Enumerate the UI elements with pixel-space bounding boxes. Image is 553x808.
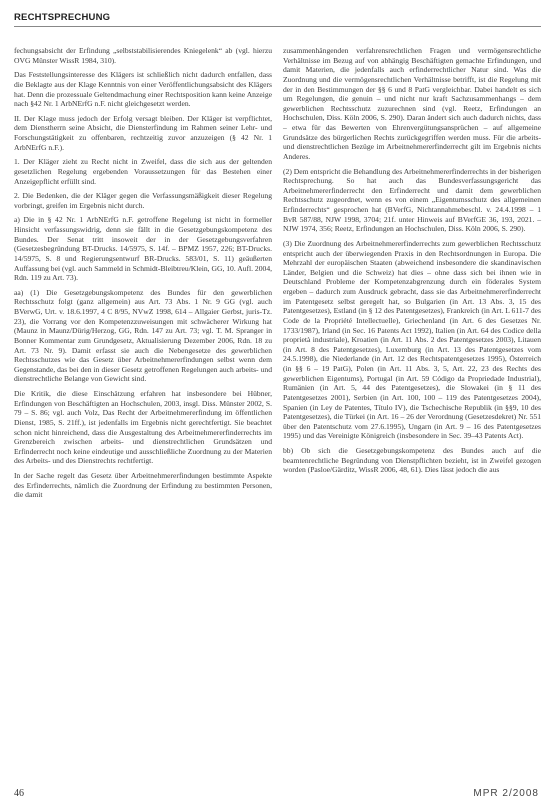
paragraph: (3) Die Zuordnung des Arbeitnehmererfinderrechts zum gewerblichen Rechtsschutz entspricht auch der überwiegenden Praxis in den Rechtsordnungen in Europa. Die Mehrzahl der europäischen Staaten (abweichend insbesondere die skandinavischen Länder, Belgien und die Schweiz) hat dies – ohne dass sich bei ihnen wie in Deutschland Probleme der Kompetenzabgrenzung durch ein föderales System ergeben – dadurch zum Ausdruck gebracht, dass sie das Arbeitnehmererfinderrecht im Patentgesetz selbst geregelt hat, so Bulgarien (in Art. 13 Abs. 3, 15 des Patentgesetzes), Estland (in § 12 des Patentgesetzes), Frankreich (in Art. L 611-7 des Code de la Propriété Intellectuelle), Griechenland (in Art. 6 des Gesetzes Nr. 1733/1987), Irland (in Sec. 16 Patents Act 1992), Italien (in Art. 64 des Codice della proprietà industriale), Kroatien (in Art. 11 Abs. 2 des Patentgesetzes 2003), Litauen (in Art. 8 des Patentgesetzes), Luxemburg (in Art. 13 des Patentgesetzes vom 24.5.1998), die Niederlande (in Art. 12 des Rechtspatentgesetzes 1995), Österreich (in §§ 6 – 19 PatG), Polen (in Art. 11 Abs. 3, 5, Art. 22, 23 des Rechts des gewerblichen Eigentums), Portugal (in Art. 59 Código da Propriedade Industrial), Rumänien (in Art. 5, 44 des Patentgesetzes), die Slowakei (in § 11 des Patentgesetzes 2001), Serbien (in Art. 100, 100 – 119 des Patentgesetzes 2004), Spanien (in Ley de Patentes, Título IV), die Tschechische Republik (in §§9, 10 des Patentgesetzes), die Türkei (in Art. 16 – 26 der Verordnung (Gesetzesdekret) Nr. 551 über den Patentschutz vom 27.6.1995), Ungarn (in Art. 9 – 16 des Patentgesetzes 1995) und das Vereinigte Königreich (insbesondere in Sec. 39–43 Patents Act).: [283, 238, 541, 441]
left-column: [14, 46, 272, 505]
paragraph: Das Feststellungsinteresse des Klägers ist schließlich nicht dadurch entfallen, dass die Beklagte aus der Klage Kenntnis von einer Veröffentlichungsabsicht des Klägers hat. Denn die prozessuale Geltendmachung einer Rechtsposition kann keine Anzeige nach §42 Nr. 1 ArbNErfG n.F. nicht gleichgesetzt werden.: [14, 70, 272, 109]
page-number: 46: [14, 788, 24, 799]
paragraph: a) Die in § 42 Nr. 1 ArbNErfG n.F. getroffene Regelung ist nicht in formeller Hinsicht verfassungswidrig, denn sie fällt in die Gesetzgebungskompetenz des Bundes. Der Senat tritt insoweit der in der Gesetzgebungsverfahren (Gesetzesbegründung BT-Drucks. 14/5975, S. 14f. – BPMZ 1957, 226; BT-Drucks. 14/5975, S. 8 und Regierungsentwurf BR-Drucks. 583/01, S. 11) geäußerten Auffassung bei (vgl. auch Sammeld in Schmidt-Bleibtreu/Klein, GG, 10. Aufl. 2004, Rdn. 119 zu Art. 73).: [14, 215, 273, 283]
paragraph: fechungsabsicht der Erfindung „selbststabilisierendes Kniegelenk“ ab (vgl. hierzu OVG Münster WissR 1984, 310).: [14, 46, 272, 65]
journal-citation: MPR 2/2008: [473, 788, 539, 799]
paragraph: Die Kritik, die diese Einschätzung erfahren hat insbesondere bei Hübner, Erfindungen von Beschäftigten an Hochschulen, 2003, insgl. Diss. Münster 2002, S. 79 – S. 86; vgl. auch Volz, Das Recht der Arbeitnehmererfindung im öffentlichen Dienst, 1985, S. 21ff.), ist jedenfalls im Ergebnis nicht gerechtfertigt. Sie beachtet schon nicht hinreichend, dass die Ausgestaltung des Arbeitnehmererfinderrechts im Grenzbereich zwischen arbeits- und dienstrechtlichen Grundsätzen und Erfinderrecht noch keine eindeutige und ausschließliche Zuordnung zu der Materien des Arbeits- und des Dienstrechts rechtfertigt.: [14, 389, 272, 466]
right-column: [283, 46, 541, 480]
paragraph: aa) (1) Die Gesetzgebungskompetenz des Bundes für den gewerblichen Rechtsschutz folgt (ganz allgemein) aus Art. 73 Abs. 1 Nr. 9 GG (vgl. auch BVerwG, Urt. v. 18.6.1997, 4 C 8/95, NVwZ 1998, 614 – Allgaier Gerbst, juris-Tz. 23), die Vorrang vor den Kompetenzzuweisungen mit schwächerer Wirkung hat (Maunz in Maunz/Dürig/Herzog, GG, Rdn. 147 zu Art. 73; vgl. T. M. Spranger in Bonner Kommentar zum Grundgesetz, Aktualisierung Dezember 2006, Rdn. 18 zu Art. 73 Nr. 9). Damit erfasst sie auch die Nebengesetze des gewerblichen Rechtsschutzes wie das Gesetz über Arbeitnehmererfindungen selbst wenn dem Gegenstande, das bei den in dieser Gesetz getroffenen Regelungen auch arbeits- und dienstrechtliche Belange von Gewicht sind.: [14, 287, 272, 384]
paragraph: (2) Dem entspricht die Behandlung des Arbeitnehmererfinderrechts in der bisherigen Rechtsprechung. So hat auch das Bundesverfassungsgericht das Arbeitnehmererfinderrecht den Erfinderrecht und damit dem gewerblichen Rechtsschutz zugeordnet, wenn es von einem „Eigentumsschutz des allgemeinen Erfinderrechts“ gesprochen hat (BVerfG, Nichtannahmebeschl. v. 24.4.1998 – 1 BvR 587/88, NJW 1998, 3704; 21f. unter Hinweis auf BVerfGE 36, 193, 2021. – NJW 1974, 356; Reetz, Erfindungen an Hochschulen, Diss. Köln 2006, S. 290).: [283, 166, 541, 234]
paragraph: bb) Ob sich die Gesetzgebungskompetenz des Bundes auch auf die beamtenrechtliche Begründung von Dienstpflichten bezieht, ist in Zweifel gezogen worden (Pasloe/Gärditz, WissR 2006, 48, 61). Dies lässt jedoch die aus: [283, 446, 541, 475]
paragraph: 1. Der Kläger zieht zu Recht nicht in Zweifel, dass die sich aus der geltenden gesetzlichen Regelung ergebenden Voraussetzungen für das Bestehen einer Anzeigepflicht erfüllt sind.: [14, 157, 272, 186]
paragraph: 2. Die Bedenken, die der Kläger gegen die Verfassungsmäßigkeit dieser Regelung vorbringt, greifen im Ergebnis nicht durch.: [14, 191, 272, 210]
paragraph: In der Sache regelt das Gesetz über Arbeitnehmererfindungen bestimmte Aspekte des Erfinderrechts, nämlich die Zuordnung der Erfindung zu bestimmten Personen, die damit: [14, 471, 272, 500]
section-header: RECHTSPRECHUNG: [14, 12, 111, 23]
header-rule: [14, 26, 541, 27]
paragraph: zusammenhängenden verfahrensrechtlichen Fragen und vermögensrechtliche Verhältnisse im Bezug auf von abhängig Beschäftigten gemachte Erfindungen, und damit Materien, die jedenfalls auch erfinderrechtlicher Natur sind. Was die Zuordnung und die vermögensrechtlichen Verhältnisse betrifft, ist die Regelung mit der in den Bestimmungen der §§ 6 und 8 PatG vergleichbar. Dabei handelt es sich um Regelungen, die genuin – und nicht nur kraft Sachzusammenhangs – dem gewerblichen Rechtsschutz zuzurechnen sind (vgl. Reetz, Erfindungen an Hochschulen, Diss. Köln 2006, S. 290). Daran ändert sich auch dadurch nichts, dass – etwa für das Bewerten von Ehrenvergütungsansprüchen – auf allgemeine Grundsätze des bürgerlichen Rechts zurückgegriffen werden muss. Für die arbeits- und dienstrechtlichen Bezüge im Arbeitnehmererfinderrecht gilt im Ergebnis nichts Anderes.: [283, 46, 541, 161]
paragraph: II. Der Klage muss jedoch der Erfolg versagt bleiben. Der Kläger ist verpflichtet, dem Dienstherrn seine Absicht, die Diensterfindung im Rahmen seiner Lehr- und Forschungstätigkeit zu offenbaren, rechtzeitig zuvor anzuzeigen (§ 42 Nr. 1 ArbNErfG n.F.).: [14, 113, 272, 152]
